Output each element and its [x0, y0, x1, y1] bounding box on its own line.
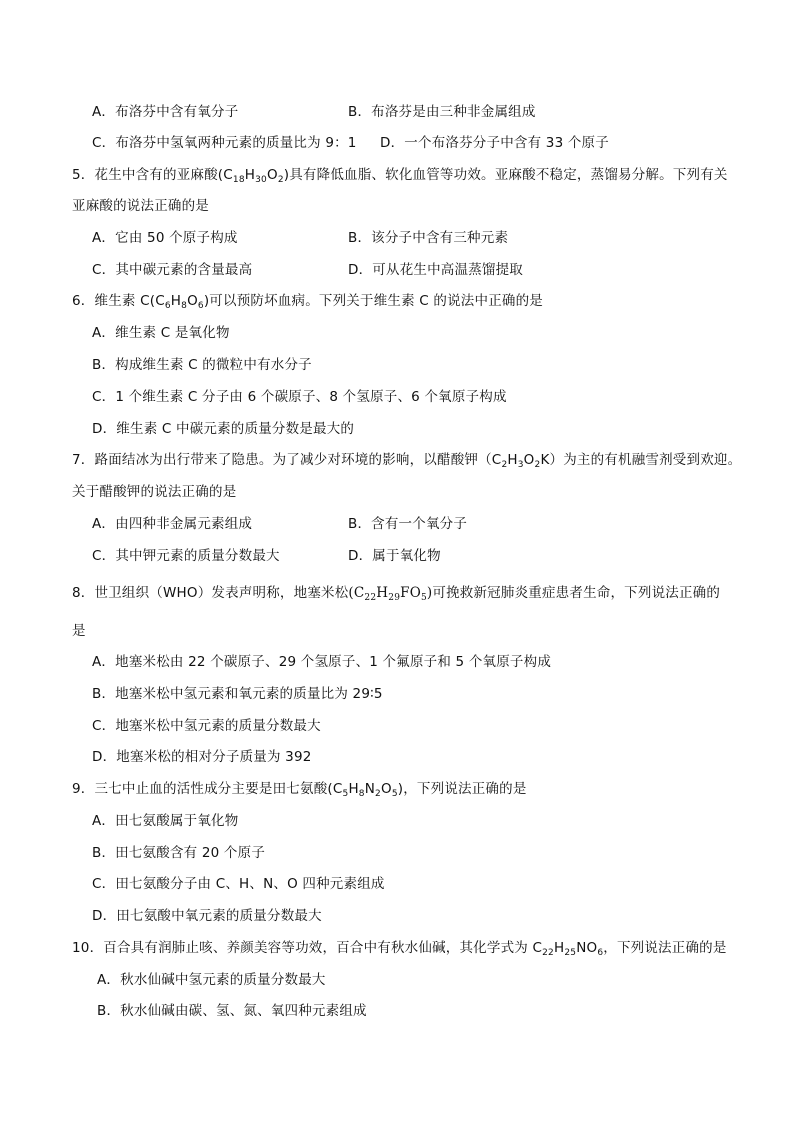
q5-stem: [72, 165, 728, 185]
q8-option-c: C．地塞米松中氢元素的质量分数最大: [92, 718, 321, 734]
q5-formula: $C_{18}H_{30}O_2$: [223, 167, 284, 185]
q9-option-b: B．田七氨酸含有 20 个原子: [92, 845, 266, 861]
q6-formula: $C_6H_8O_6$: [155, 293, 204, 311]
q8-stem-text-2: 可挽救新冠肺炎重症患者生命，下列说法正确的: [432, 585, 721, 601]
q6-option-b: B．构成维生素 C 的微粒中有水分子: [92, 357, 312, 373]
q9-stem-text-1: 9．三七中止血的活性成分主要是田七氨酸(: [72, 781, 333, 797]
q8-formula: $(C_{22}H_{29}FO_5)$: [348, 585, 433, 603]
q4-option-c: C．布洛芬中氢氧两种元素的质量比为 9：1: [92, 135, 357, 151]
q6-stem: [72, 291, 543, 311]
q6-option-c: C．1 个维生素 C 分子由 6 个碳原子、8 个氢原子、6 个氧原子构成: [92, 389, 507, 405]
q5-stem-text-1: 5．花生中含有的亚麻酸(: [72, 167, 224, 183]
q9-option-d: D．田七氨酸中氧元素的质量分数最大: [92, 908, 322, 924]
q10-stem-text-1: 10．百合具有润肺止咳、养颜美容等功效，百合中有秋水仙碱，其化学式为: [72, 940, 533, 956]
q9-option-a: A．田七氨酸属于氧化物: [92, 813, 239, 829]
q7-option-d: D．属于氧化物: [348, 548, 441, 564]
q10-option-b: B．秋水仙碱由碳、氢、氮、氧四种元素组成: [97, 1003, 367, 1019]
q6-stem-text-1: 6．维生素 C(: [72, 293, 156, 309]
q8-stem: [72, 583, 720, 603]
q4-option-b: B．布洛芬是由三种非金属组成: [348, 104, 536, 120]
q5-stem-line2: 亚麻酸的说法正确的是: [72, 198, 209, 214]
q7-stem: [72, 450, 741, 470]
q6-option-d: D．维生素 C 中碳元素的质量分数是最大的: [92, 421, 355, 437]
q10-stem-text-2: ，下列说法正确的是: [603, 940, 727, 956]
q8-option-a: A．地塞米松由 22 个碳原子、29 个氢原子、1 个氟原子和 5 个氧原子构成: [92, 654, 552, 670]
q5-stem-text-2: )具有降低血脂、软化血管等功效。亚麻酸不稳定，蒸馏易分解。下列有关: [283, 167, 728, 183]
q9-stem: [72, 779, 527, 799]
q4-option-a: A．布洛芬中含有氧分子: [92, 104, 239, 120]
q10-option-a: A．秋水仙碱中氢元素的质量分数最大: [97, 972, 326, 988]
q7-stem-text-2: ）为主的有机融雪剂受到欢迎。: [549, 452, 742, 468]
q7-formula: $C_2H_3O_2K$: [491, 452, 550, 470]
q10-stem: [72, 938, 727, 958]
q8-option-b: B．地塞米松中氢元素和氧元素的质量比为 29∶5: [92, 686, 383, 702]
q8-stem-text-1: 8．世卫组织（WHO）发表声明称，地塞米松: [72, 585, 349, 601]
q7-option-c: C．其中钾元素的质量分数最大: [92, 548, 280, 564]
q4-option-d: D．一个布洛芬分子中含有 33 个原子: [380, 135, 609, 151]
q8-option-d: D．地塞米松的相对分子质量为 392: [92, 749, 312, 765]
q5-option-b: B．该分子中含有三种元素: [348, 230, 509, 246]
q6-option-a: A．维生素 C 是氧化物: [92, 325, 230, 341]
q5-option-a: A．它由 50 个原子构成: [92, 230, 238, 246]
q8-stem-line2: 是: [72, 623, 86, 639]
q6-stem-text-2: )可以预防坏血病。下列关于维生素 C 的说法中正确的是: [203, 293, 544, 309]
q9-stem-text-2: )，下列说法正确的是: [397, 781, 527, 797]
q9-option-c: C．田七氨酸分子由 C、H、N、O 四种元素组成: [92, 876, 385, 892]
q9-formula: $C_5H_8N_2O_5$: [332, 781, 398, 799]
q7-option-a: A．由四种非金属元素组成: [92, 516, 253, 532]
q7-stem-line2: 关于醋酸钾的说法正确的是: [72, 484, 237, 500]
q10-formula: $C_{22}H_{25}NO_6$: [532, 940, 604, 958]
q5-option-c: C．其中碳元素的含量最高: [92, 262, 253, 278]
q7-option-b: B．含有一个氧分子: [348, 516, 468, 532]
q7-stem-text-1: 7．路面结冰为出行带来了隐患。为了减少对环境的影响，以醋酸钾（: [72, 452, 492, 468]
q5-option-d: D．可从花生中高温蒸馏提取: [348, 262, 523, 278]
